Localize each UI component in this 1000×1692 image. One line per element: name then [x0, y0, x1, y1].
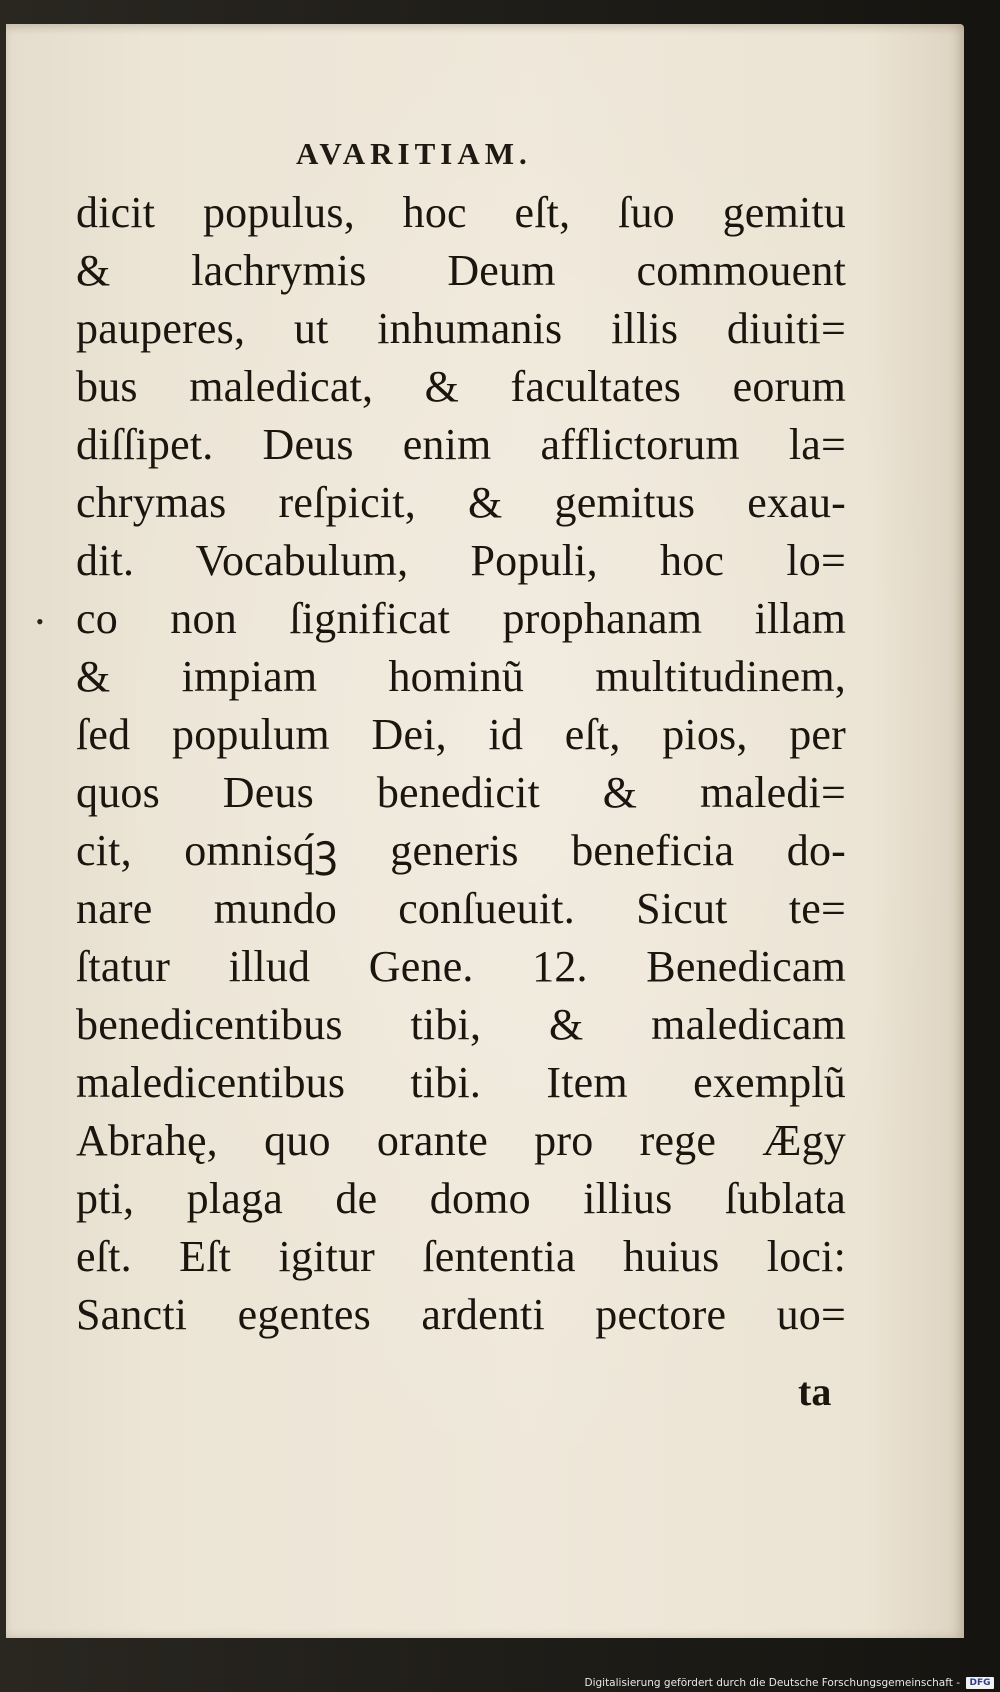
text-line: ſed populum Dei, id eſt, pios, per	[76, 710, 846, 759]
text-block	[76, 184, 846, 1344]
text-line: pti, plaga de domo illius ſublata	[76, 1174, 846, 1223]
text-line: co non ſignificat prophanam illam	[76, 594, 846, 643]
text-line: cit, omnisq́ꝫ generis beneficia do-	[76, 826, 846, 875]
text-line: eſt. Eſt igitur ſententia huius loci:	[76, 1232, 846, 1281]
text-line: & lachrymis Deum commouent	[76, 246, 846, 295]
text-line: benedicentibus tibi, & maledicam	[76, 1000, 846, 1049]
text-line: quos Deus benedicit & maledi=	[76, 768, 846, 817]
stray-ink-mark: •	[36, 609, 44, 634]
text-line: dicit populus, hoc eſt, ſuo gemitu	[76, 188, 846, 237]
text-line: bus maledicat, & facultates eorum	[76, 362, 846, 411]
text-line: Abrahę, quo orante pro rege Ægy	[76, 1116, 846, 1165]
text-line: diſſipet. Deus enim afflictorum la=	[76, 420, 846, 469]
dfg-logo: DFG	[966, 1677, 994, 1689]
running-head: AVARITIAM.	[296, 136, 532, 171]
book-page	[6, 24, 964, 1638]
text-line: maledicentibus tibi. Item exemplũ	[76, 1058, 846, 1107]
text-line: & impiam hominũ multitudinem,	[76, 652, 846, 701]
catchword: ta	[798, 1369, 832, 1414]
digitization-credit: Digitalisierung gefördert durch die Deutsche Forschungsgemeinschaft -	[584, 1677, 960, 1689]
text-line: nare mundo conſueuit. Sicut te=	[76, 884, 846, 933]
text-line: Sancti egentes ardenti pectore uo=	[76, 1290, 846, 1339]
text-line: ſtatur illud Gene. 12. Benedicam	[76, 942, 846, 991]
text-line: chrymas reſpicit, & gemitus exau-	[76, 478, 846, 527]
text-line: dit. Vocabulum, Populi, hoc lo=	[76, 536, 846, 585]
text-line: pauperes, ut inhumanis illis diuiti=	[76, 304, 846, 353]
